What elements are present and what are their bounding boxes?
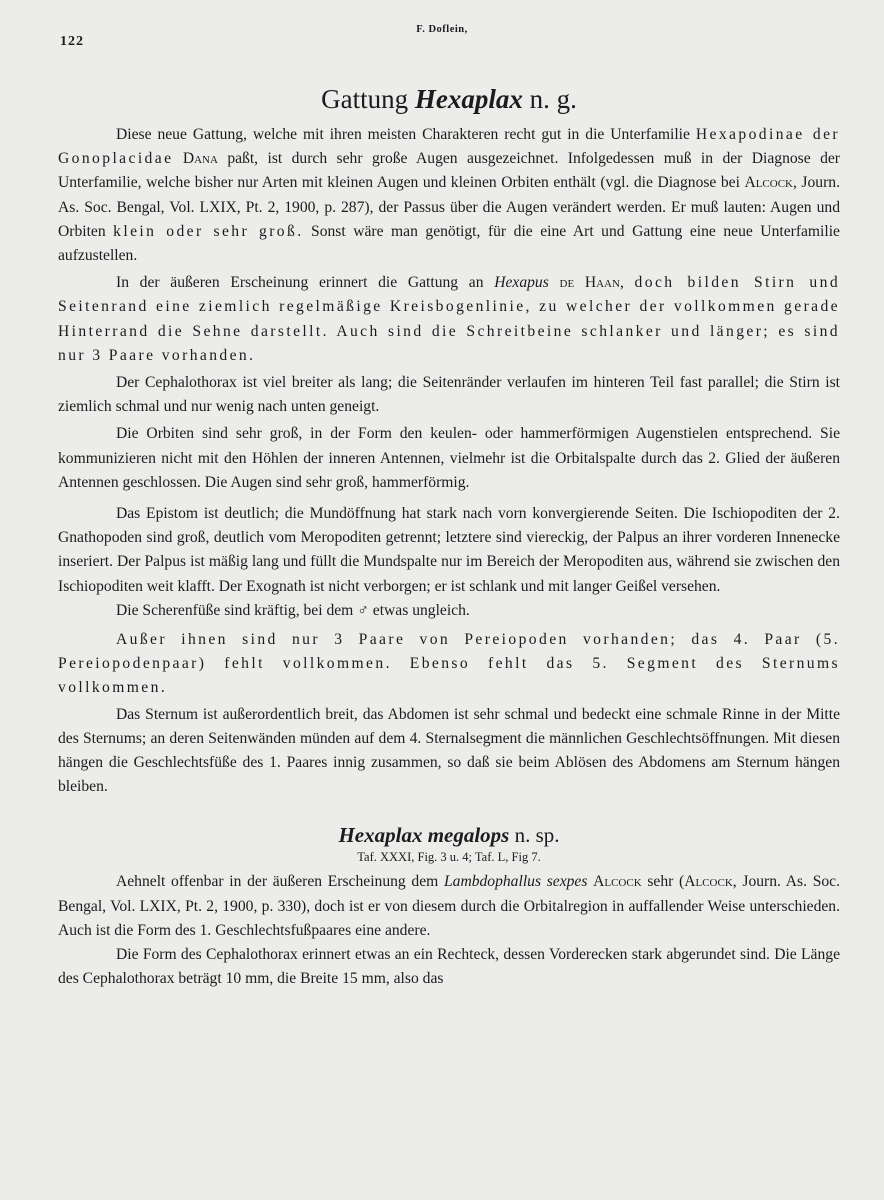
- text-run: Aehnelt offenbar in der äußeren Erscheinung dem: [116, 873, 444, 891]
- article-body: [58, 84, 840, 992]
- heading-species: Hexaplax megalops: [338, 823, 510, 848]
- paragraph-comparison: [58, 870, 840, 943]
- taxon-name: Lambdophallus sexpes: [443, 873, 588, 891]
- heading-prefix: Gattung: [321, 84, 415, 114]
- paragraph-appearance: [58, 271, 840, 368]
- paragraph-carapace-form: Die Form des Cephalothorax erinnert etwas an ein Rechteck, dessen Vorderecken stark abgerundet sind. Die Länge des Cephalothorax beträgt 10 mm, die Breite 15 mm, also das: [58, 946, 840, 988]
- taxon-name: Hexapus: [494, 274, 549, 292]
- paragraph-chelipeds: Die Scherenfüße sind kräftig, bei dem ♂ etwas ungleich.: [116, 601, 470, 619]
- genus-heading: [58, 84, 840, 115]
- spaced-text: Hexapodinae der Gonoplacidae: [58, 126, 840, 168]
- paragraph-genus-diagnosis: [58, 123, 840, 268]
- paragraph-epistome: Das Epistom ist deutlich; die Mundöffnung hat stark nach vorn konvergierende Seiten. Die Ischiopoditen der 2. Gnathopoden sind groß, deutlich vom Meropoditen getrennt; letztere sind viereckig, der Palpus an ihrer vorderen Innenecke inseriert. Der Palpus ist mäßig lang und füllt die Mundspalte nur im Bereich der Meropoditen aus, während sie zwischen den Ischiopoditen weit klafft. Der Exognath ist nicht verborgen; er ist schlank und mit langer Geißel versehen.: [58, 505, 840, 595]
- heading-suffix: n. g.: [522, 84, 577, 114]
- author-name: Alcock: [744, 174, 793, 192]
- text-run: ,: [619, 274, 635, 292]
- author-name: Alcock: [684, 873, 733, 891]
- text-run: , Journ. As. Soc. Bengal, Vol. LXIX, Pt. 2, 1900, p. 287), der Passus über die Augen verändert werden. Er muß lauten: Augen und Orbiten: [58, 174, 840, 240]
- text-run: Sonst wäre man genötigt, für die eine Art und Gattung eine neue Unterfamilie aufzustellen.: [58, 222, 840, 265]
- author-name: de Haan: [559, 274, 620, 292]
- text-run: , Journ. As. Soc. Bengal, Vol. LXIX, Pt. 2, 1900, p. 330), doch ist er von diesem durch die Orbitalregion in auffallender Weise unterschieden. Auch ist die Form des 1. Geschlechtsfußpaares eine andere.: [58, 873, 840, 939]
- text-run: [173, 150, 182, 167]
- text-run: sehr (: [641, 873, 685, 891]
- paragraph-pereiopods: Außer ihnen sind nur 3 Paare von Pereiopoden vorhanden; das 4. Paar (5. Pereiopodenpaar) fehlt vollkommen. Ebenso fehlt das 5. Segment des Sternums vollkommen.: [58, 631, 840, 697]
- text-run: [549, 274, 560, 291]
- running-head: F. Doflein,: [416, 24, 468, 35]
- heading-genus: Hexaplax: [414, 84, 523, 114]
- paragraph-sternum: Das Sternum ist außerordentlich breit, das Abdomen ist sehr schmal und bedeckt eine schmale Rinne in der Mitte des Sternums; an deren Seitenwänden münden auf dem 4. Sternalsegment die männlichen Geschlechtsöffnungen. Mit diesen hängen die Geschlechtsfüße des 1. Paares innig zusammen, so daß sie beim Ablösen des Abdomens am Sternum hängen bleiben.: [58, 705, 840, 796]
- spaced-text: klein oder sehr groß.: [113, 222, 304, 240]
- species-heading: [58, 823, 840, 848]
- page-number: 122: [60, 34, 84, 49]
- text-run: Diese neue Gattung, welche mit ihren meisten Charakteren recht gut in die Unterfamilie: [116, 126, 696, 143]
- author-name: Alcock: [593, 873, 642, 891]
- text-run: paßt, ist durch sehr große Augen ausgezeichnet. Infolgedessen muß in der Diagnose der Unterfamilie, welche bisher nur Arten mit kleinen Augen und kleinen Orbiten enthält (vgl. die Diagnose bei: [58, 150, 840, 192]
- paragraph-orbits: Die Orbiten sind sehr groß, in der Form den keulen- oder hammerförmigen Augenstielen entsprechend. Sie kommunizieren nicht mit den Höhlen der inneren Antennen, vielmehr ist die Orbitalspalte durch das 2. Glied der äußeren Antennen geschlossen. Die Augen sind sehr groß, hammerförmig.: [58, 425, 840, 491]
- paragraph-cephalothorax: Der Cephalothorax ist viel breiter als lang; die Seitenränder verlaufen im hinteren Teil fast parallel; die Stirn ist ziemlich schmal und nur wenig nach unten geneigt.: [58, 374, 840, 416]
- spaced-text: doch bilden Stirn und Seitenrand eine ziemlich regelmäßige Kreisbogenlinie, zu welcher der vollkommen gerade Hinterrand die Sehne darstellt. Auch sind die Schreitbeine schlanker und länger; es sind nur 3 Paare vorhanden.: [58, 274, 841, 364]
- plate-references: Taf. XXXI, Fig. 3 u. 4; Taf. L, Fig 7.: [357, 850, 541, 865]
- text-run: In der äußeren Erscheinung erinnert die Gattung an: [116, 274, 495, 292]
- heading-suffix: n. sp.: [509, 823, 560, 848]
- author-name: Dana: [182, 150, 218, 168]
